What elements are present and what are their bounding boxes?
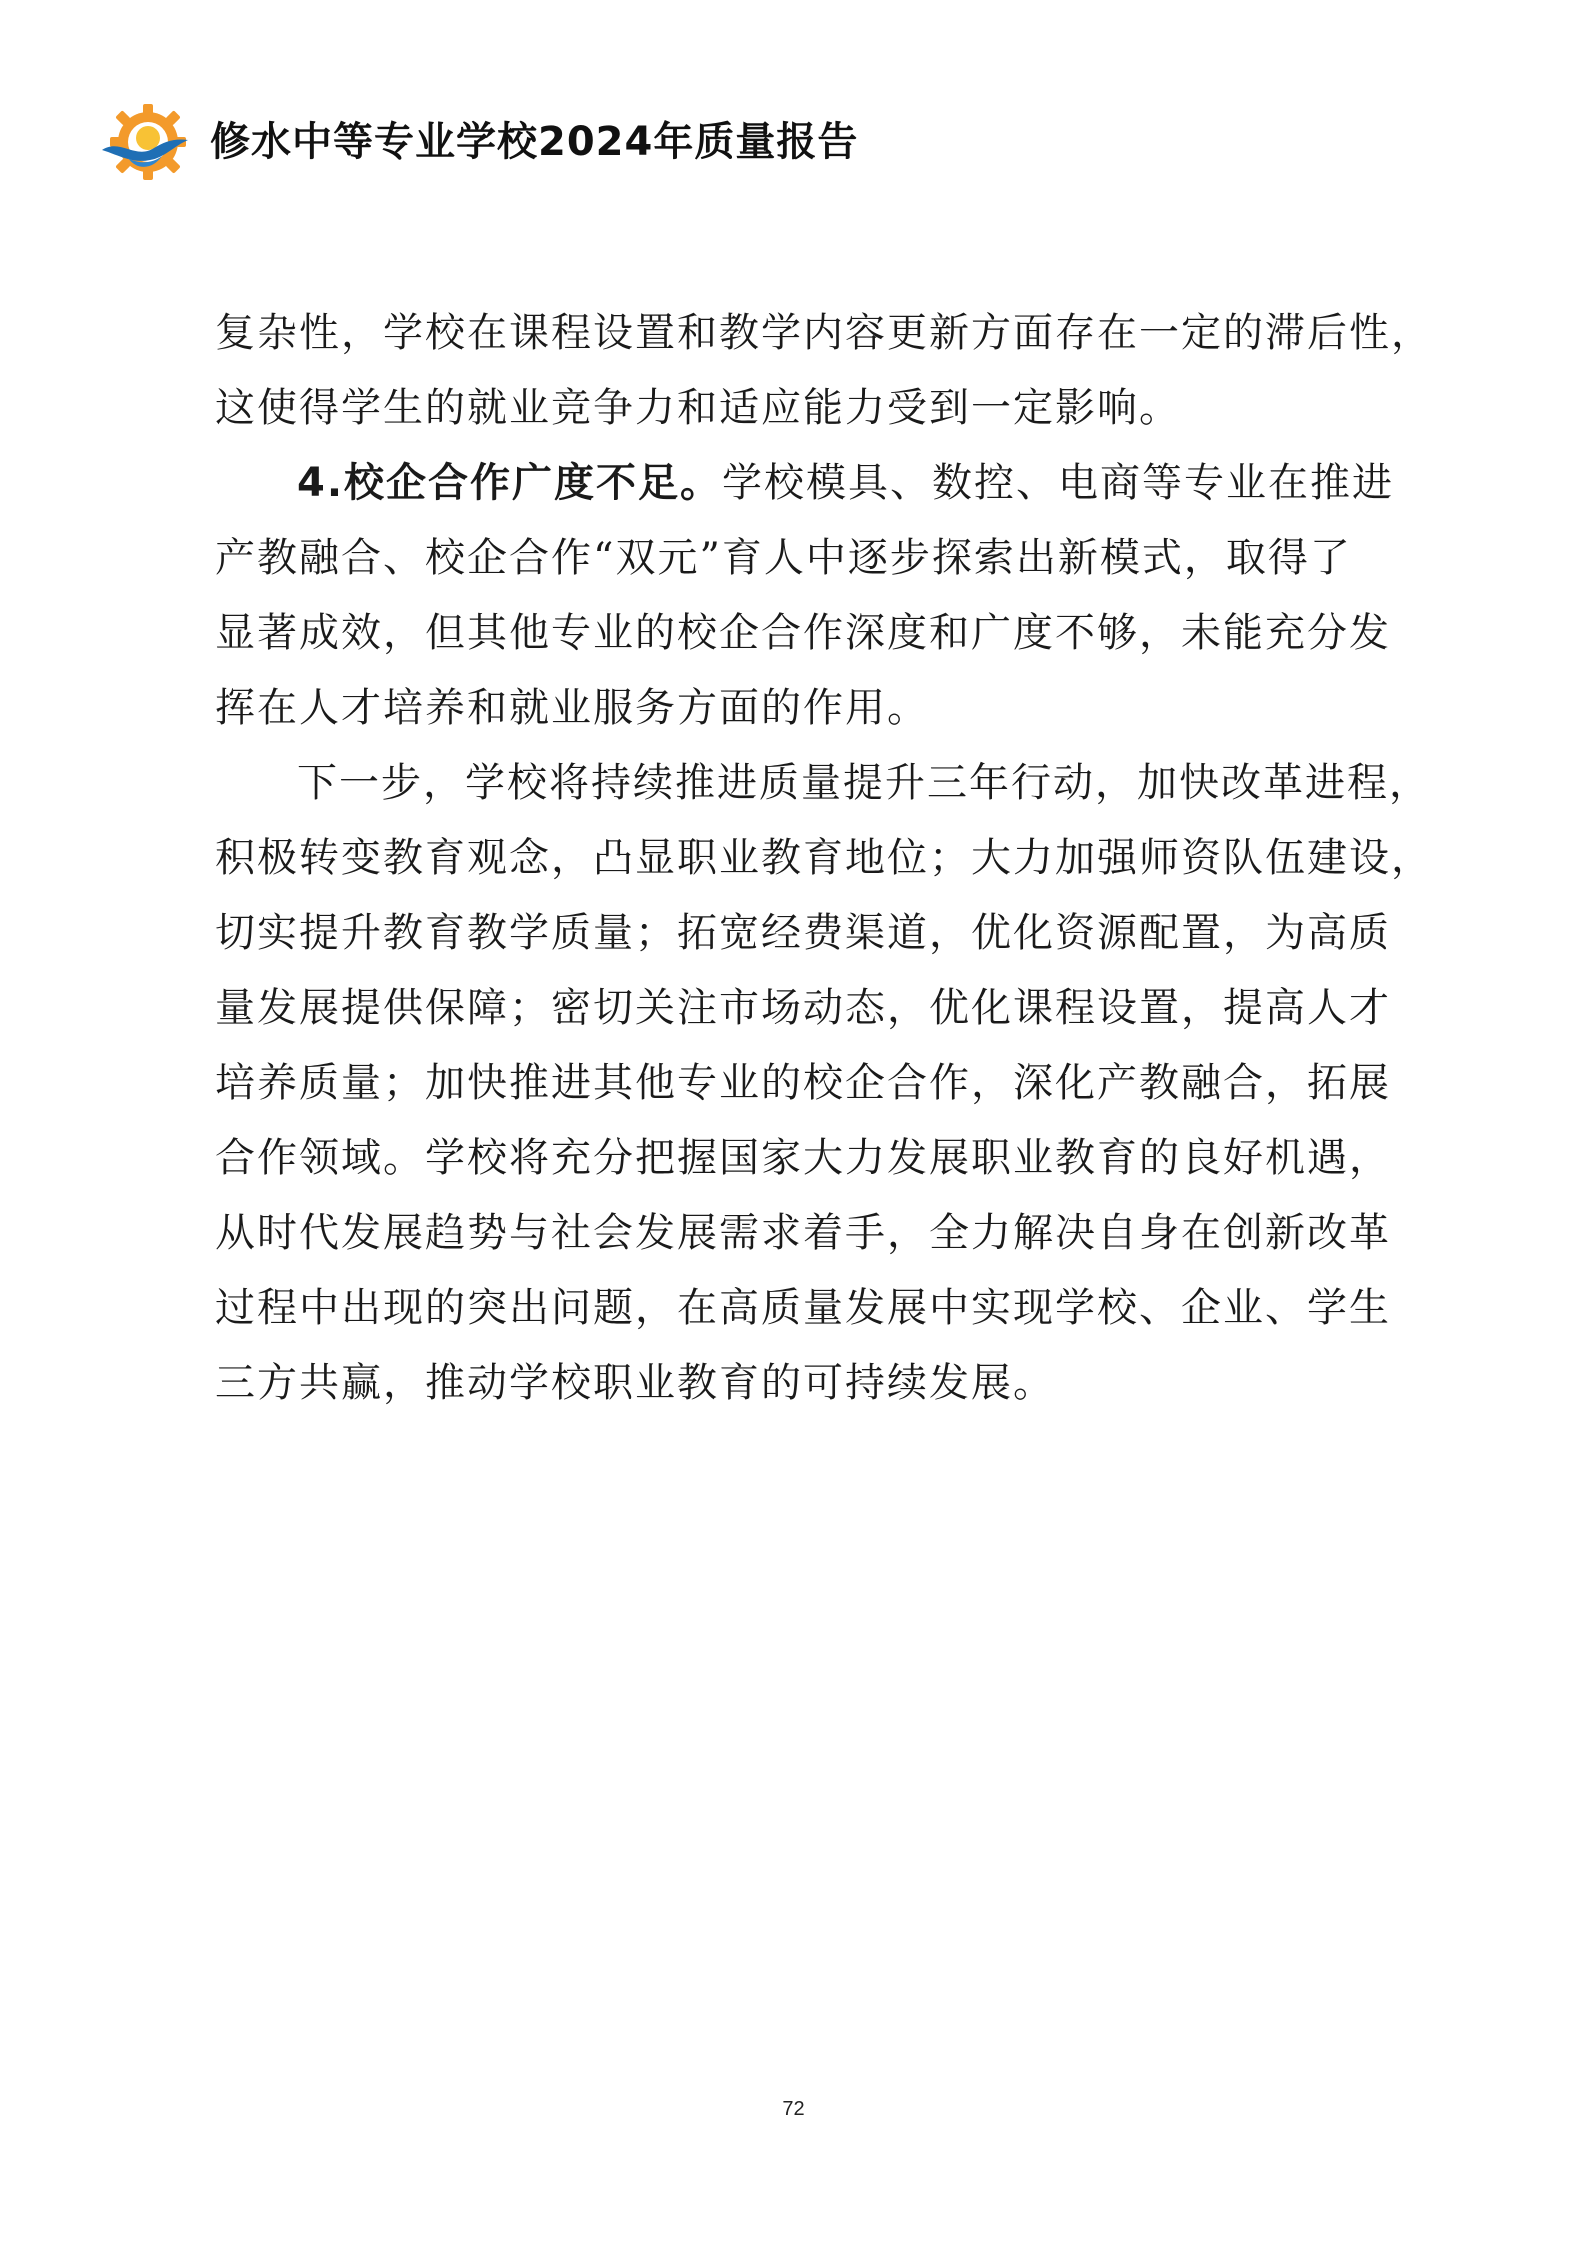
- paragraph-line: 三方共赢，推动学校职业教育的可持续发展。: [215, 1360, 1055, 1406]
- paragraph-line: 积极转变教育观念，凸显职业教育地位；大力加强师资队伍建设，: [215, 835, 1433, 881]
- page-number: 72: [782, 2098, 805, 2120]
- section-heading: 4.校企合作广度不足。: [297, 460, 723, 506]
- document-body: [215, 296, 1433, 1421]
- paragraph-line: 复杂性，学校在课程设置和教学内容更新方面存在一定的滞后性，: [215, 310, 1433, 356]
- paragraph-text: 学校模具、数控、电商等专业在推进: [722, 460, 1395, 506]
- paragraph-line: 合作领域。学校将充分把握国家大力发展职业教育的良好机遇，: [215, 1135, 1391, 1181]
- paragraph-line: 过程中出现的突出问题，在高质量发展中实现学校、企业、学生: [215, 1285, 1391, 1331]
- page-header: [98, 98, 1398, 188]
- paragraph-line: 切实提升教育教学质量；拓宽经费渠道，优化资源配置，为高质: [215, 910, 1391, 956]
- school-gear-logo-icon: [98, 98, 190, 188]
- paragraph-line: 挥在人才培养和就业服务方面的作用。: [215, 685, 929, 731]
- paragraph-line: 这使得学生的就业竞争力和适应能力受到一定影响。: [215, 385, 1181, 431]
- paragraph-line: 从时代发展趋势与社会发展需求着手，全力解决自身在创新改革: [215, 1210, 1391, 1256]
- paragraph-line: 培养质量；加快推进其他专业的校企合作，深化产教融合，拓展: [215, 1060, 1391, 1106]
- paragraph-line: 显著成效，但其他专业的校企合作深度和广度不够，未能充分发: [215, 610, 1391, 656]
- paragraph-line: 产教融合、校企合作“双元”育人中逐步探索出新模式，取得了: [215, 535, 1352, 581]
- report-title: 修水中等专业学校2024年质量报告: [210, 119, 859, 165]
- paragraph-line: 下一步，学校将持续推进质量提升三年行动，加快改革进程，: [297, 760, 1431, 806]
- paragraph-line: [215, 446, 1405, 521]
- paragraph-line: 量发展提供保障；密切关注市场动态，优化课程设置，提高人才: [215, 985, 1391, 1031]
